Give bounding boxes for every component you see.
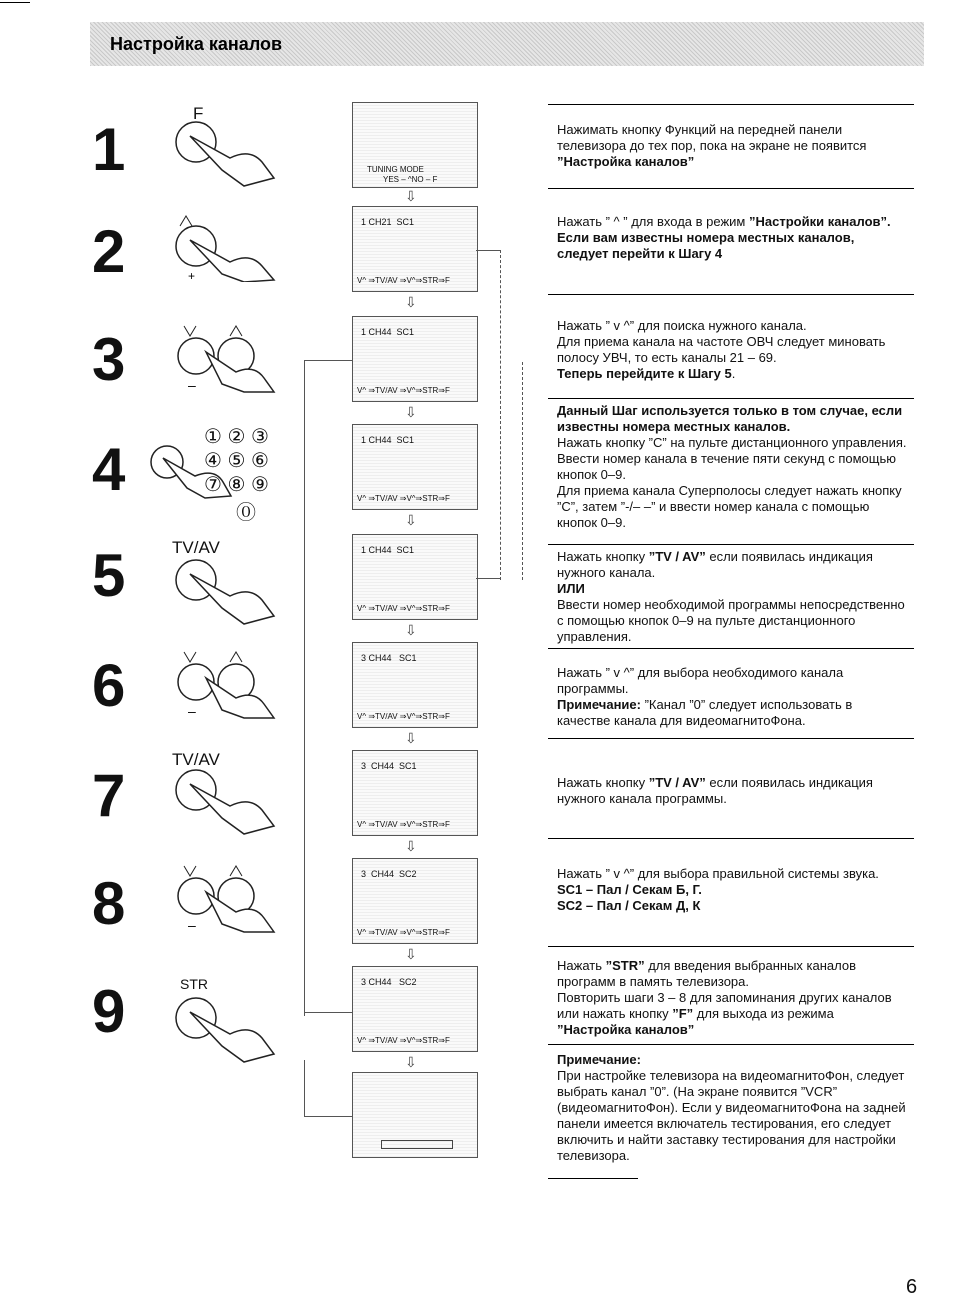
text-bold: Теперь перейдите к Шагу 5 <box>557 366 732 381</box>
screen-guide: V^ ⇒TV/AV ⇒V^⇒STR⇒F <box>357 712 450 721</box>
arrow-down-icon: ⇩ <box>405 404 417 420</box>
divider <box>548 544 914 545</box>
text: Нажать кнопку <box>557 549 649 564</box>
svg-text:–: – <box>188 917 196 933</box>
svg-text:–: – <box>188 703 196 719</box>
screen-channel-info: 1 CH21 SC1 <box>361 217 415 227</box>
hand-press-updown-icon <box>170 322 280 394</box>
hand-press-icon-2 <box>170 212 280 282</box>
flow-line <box>304 360 305 1016</box>
text: Для приема канала Суперполосы следует нажать кнопку ”С”, затем ”-/– –” и ввести номер канала с помощью кнопок 0–9. <box>557 483 902 530</box>
tv-screen-9 <box>352 966 478 1052</box>
arrow-down-icon: ⇩ <box>405 730 417 746</box>
top-rule <box>0 2 30 3</box>
screen-bar <box>381 1140 453 1149</box>
tv-screen-4 <box>352 424 478 510</box>
step-9-description <box>557 958 909 1038</box>
step-number-4: 4 <box>92 436 126 503</box>
step-8-description <box>557 866 909 914</box>
screen-channel-info: 3 CH44 SC1 <box>361 761 417 771</box>
hand-press-icon-5 <box>170 556 280 626</box>
step-number-7: 7 <box>92 762 126 829</box>
step-number-2: 2 <box>92 218 126 285</box>
text: Ввести номер необходимой программы непосредственно с помощью кнопок 0–9 на пульте дистанционного управления. <box>557 597 905 644</box>
hand-press-updown-icon-8 <box>170 862 280 934</box>
step-number-8: 8 <box>92 870 126 937</box>
tv-screen-3 <box>352 316 478 402</box>
tv-screen-5 <box>352 534 478 620</box>
screen-channel-info: 3 CH44 SC1 <box>361 653 417 663</box>
tvav-button-label: TV/AV <box>172 538 220 557</box>
step-4-description <box>557 403 909 531</box>
screen-guide: V^ ⇒TV/AV ⇒V^⇒STR⇒F <box>357 276 450 285</box>
section-header <box>90 22 924 66</box>
text-bold: Данный Шаг используется только в том случае, если известны номера местных каналов. <box>557 403 903 434</box>
flow-line-dashed <box>500 250 501 580</box>
divider <box>548 946 914 947</box>
note-description <box>557 1052 909 1164</box>
hand-press-updown-icon-6 <box>170 648 280 720</box>
flow-line <box>304 1012 352 1013</box>
screen-guide: V^ ⇒TV/AV ⇒V^⇒STR⇒F <box>357 1036 450 1045</box>
divider <box>548 648 914 649</box>
text-bold: ”TV / AV” <box>648 775 706 790</box>
divider <box>548 294 914 295</box>
step-number-1: 1 <box>92 116 126 183</box>
step-2-description <box>557 214 909 262</box>
note-title: Примечание: <box>557 1052 641 1067</box>
step-number-6: 6 <box>92 652 126 719</box>
text: Нажать ” v ^” для поиска нужного канала. <box>557 318 807 333</box>
step-5-description <box>557 549 909 645</box>
screen-guide: V^ ⇒TV/AV ⇒V^⇒STR⇒F <box>357 494 450 503</box>
keypad-row-3: ⑦ ⑧ ⑨ <box>204 474 269 496</box>
screen-channel-info: 1 CH44 SC1 <box>361 545 415 555</box>
hand-press-icon-7 <box>170 766 280 836</box>
page-number: 6 <box>906 1276 918 1298</box>
text-bold: ИЛИ <box>557 581 585 596</box>
step-3-description <box>557 318 909 382</box>
text: ”Канал ”0” следует использовать в качестве канала для видеомагнитоФона. <box>557 697 853 728</box>
screen-tuning-options: YES – ^NO – F <box>383 175 438 184</box>
text: если появилась индикация нужного канала программы. <box>557 775 873 806</box>
step-number-5: 5 <box>92 542 126 609</box>
text-bold: ”Настройки каналов”. <box>749 214 891 229</box>
text-bold: ”TV / AV” <box>648 549 706 564</box>
text: Нажать ” v ^” для выбора необходимого канала программы. <box>557 665 844 696</box>
keypad-row-2: ④ ⑤ ⑥ <box>204 450 269 472</box>
note-underline <box>548 1178 638 1179</box>
svg-text:+: + <box>188 269 196 282</box>
flow-line <box>304 1116 352 1117</box>
text-bold: SC1 – Пал / Секам Б, Г. <box>557 882 702 897</box>
text: Нажать ” ^ ” для входа в режим <box>557 214 749 229</box>
divider <box>548 188 914 189</box>
step-number-3: 3 <box>92 326 126 393</box>
divider <box>548 104 914 105</box>
flow-line <box>304 360 352 361</box>
text: Нажать кнопку ”С” на пульте дистанционного управления. <box>557 435 907 450</box>
text: Повторить шаги 3 – 8 для запоминания других каналов или нажать кнопку <box>557 990 892 1021</box>
text: Нажать кнопку <box>557 775 649 790</box>
text-bold: Если вам известны номера местных каналов, следует перейти к Шагу 4 <box>557 230 855 261</box>
text: Нажать <box>557 958 606 973</box>
screen-channel-info: 1 CH44 SC1 <box>361 435 415 445</box>
hand-press-icon-9 <box>170 994 280 1064</box>
text: Ввести номер канала в течение пяти секунд с помощью кнопок 0–9. <box>557 451 896 482</box>
screen-guide: V^ ⇒TV/AV ⇒V^⇒STR⇒F <box>357 928 450 937</box>
flow-line <box>476 250 500 251</box>
flow-line <box>304 1060 305 1116</box>
text: если появилась индикация нужного канала. <box>557 549 873 580</box>
divider <box>548 838 914 839</box>
text-bold: ”F” <box>672 1006 694 1021</box>
page-title: Настройка каналов <box>110 34 283 54</box>
screen-guide: V^ ⇒TV/AV ⇒V^⇒STR⇒F <box>357 604 450 613</box>
step-6-description <box>557 665 909 729</box>
text-bold: SC2 – Пал / Секам Д, К <box>557 898 701 913</box>
arrow-down-icon: ⇩ <box>405 946 417 962</box>
divider <box>548 1044 914 1045</box>
arrow-down-icon: ⇩ <box>405 294 417 310</box>
screen-channel-info: 1 CH44 SC1 <box>361 327 415 337</box>
keypad-row-1: ① ② ③ <box>204 426 269 448</box>
divider <box>548 398 914 399</box>
screen-channel-info: 3 CH44 SC2 <box>361 869 417 879</box>
flow-line-dashed <box>522 362 523 580</box>
tv-screen-7 <box>352 750 478 836</box>
f-button-label: F <box>193 104 204 123</box>
tv-screen-2 <box>352 206 478 292</box>
tv-screen-1 <box>352 102 478 188</box>
hand-press-icon <box>170 118 280 188</box>
arrow-down-icon: ⇩ <box>405 622 417 638</box>
screen-guide: V^ ⇒TV/AV ⇒V^⇒STR⇒F <box>357 386 450 395</box>
text: Нажать ” v ^” для выбора правильной системы звука. <box>557 866 879 881</box>
arrow-down-icon: ⇩ <box>405 838 417 854</box>
arrow-down-icon: ⇩ <box>405 512 417 528</box>
text-bold: ”STR” <box>605 958 645 973</box>
note-text: При настройке телевизора на видеомагнитоФон, следует выбрать канал ”0”. (На экране появится ”VCR” (видеомагнитоФон). Если у видеомагнитоФона на задней панели имеется включатель тестирования, его следует включить и найти заставку тестирования для настройки телевизора. <box>557 1068 906 1163</box>
divider <box>548 738 914 739</box>
text-bold: ”Настройка каналов” <box>557 1022 695 1037</box>
arrow-down-icon: ⇩ <box>405 188 417 204</box>
arrow-down-icon: ⇩ <box>405 1054 417 1070</box>
str-button-label: STR <box>180 976 208 992</box>
step-7-description <box>557 775 909 807</box>
screen-guide: V^ ⇒TV/AV ⇒V^⇒STR⇒F <box>357 820 450 829</box>
tv-screen-6 <box>352 642 478 728</box>
screen-tuning-mode: TUNING MODE <box>367 165 424 174</box>
text: Нажимать кнопку Функций на передней панели телевизора до тех пор, пока на экране не появится <box>557 122 867 153</box>
keypad-row-4: ⓪ <box>236 502 256 524</box>
svg-text:–: – <box>188 377 196 393</box>
screen-channel-info: 3 CH44 SC2 <box>361 977 417 987</box>
tv-screen-8 <box>352 858 478 944</box>
text: для выхода из режима <box>693 1006 834 1021</box>
text-bold: Примечание: <box>557 697 641 712</box>
text: . <box>731 366 736 381</box>
step-number-9: 9 <box>92 978 126 1045</box>
tvav-button-label-2: TV/AV <box>172 750 220 769</box>
text-bold: ”Настройка каналов” <box>557 154 695 169</box>
step-1-description <box>557 122 909 170</box>
flow-line <box>476 578 500 579</box>
text: Для приема канала на частоте ОВЧ следует миновать полосу УВЧ, то есть каналы 21 – 69. <box>557 334 886 365</box>
text: для введения выбранных каналов программ в память телевизора. <box>557 958 857 989</box>
tv-screen-10 <box>352 1072 478 1158</box>
